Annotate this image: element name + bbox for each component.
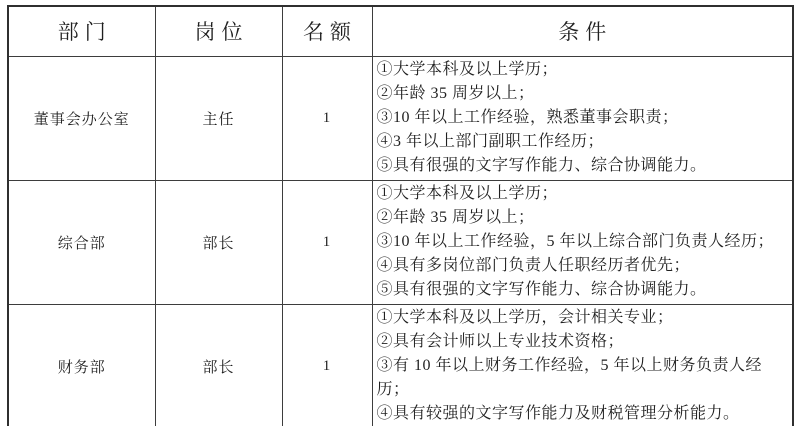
table-row — [8, 56, 793, 180]
cell-conditions — [372, 180, 793, 304]
cell-position: 部长 — [155, 304, 282, 426]
condition-line: ⑤具有很强的文字写作能力、综合协调能力。 — [376, 281, 707, 299]
column-header-department: 部门 — [8, 6, 155, 56]
column-header-quota: 名额 — [282, 6, 372, 56]
cell-position: 部长 — [155, 180, 282, 304]
cell-quota: 1 — [282, 180, 372, 304]
cell-quota: 1 — [282, 56, 372, 180]
condition-line: ④具有较强的文字写作能力及财税管理分析能力。 — [376, 405, 740, 423]
condition-line: ①大学本科及以上学历，会计相关专业； — [376, 308, 674, 326]
cell-conditions — [372, 56, 793, 180]
condition-line: ②年龄 35 周岁以上； — [376, 208, 535, 226]
column-header-conditions: 条件 — [372, 6, 793, 56]
cell-position: 主任 — [155, 56, 282, 180]
condition-line: ④3 年以上部门副职工作经历； — [376, 133, 605, 151]
condition-line: ③有 10 年以上财务工作经验，5 年以上财务负责人经历； — [376, 356, 763, 399]
condition-line: ②年龄 35 周岁以上； — [376, 84, 535, 102]
cell-department: 财务部 — [8, 304, 155, 426]
table-row — [8, 180, 793, 304]
cell-quota: 1 — [282, 304, 372, 426]
condition-line: ②具有会计师以上专业技术资格； — [376, 332, 625, 350]
condition-line: ⑤具有很强的文字写作能力、综合协调能力。 — [376, 157, 707, 175]
table-header-row — [8, 6, 793, 56]
cell-department: 董事会办公室 — [8, 56, 155, 180]
condition-line: ①大学本科及以上学历； — [376, 184, 559, 202]
table-row — [8, 304, 793, 426]
condition-line: ③10 年以上工作经验，熟悉董事会职责； — [376, 108, 679, 126]
cell-department: 综合部 — [8, 180, 155, 304]
cell-conditions — [372, 304, 793, 426]
condition-line: ④具有多岗位部门负责人任职经历者优先； — [376, 257, 691, 275]
condition-line: ①大学本科及以上学历； — [376, 60, 559, 78]
condition-line: ③10 年以上工作经验，5 年以上综合部门负责人经历； — [376, 232, 775, 250]
column-header-position: 岗位 — [155, 6, 282, 56]
recruitment-table — [7, 5, 794, 426]
